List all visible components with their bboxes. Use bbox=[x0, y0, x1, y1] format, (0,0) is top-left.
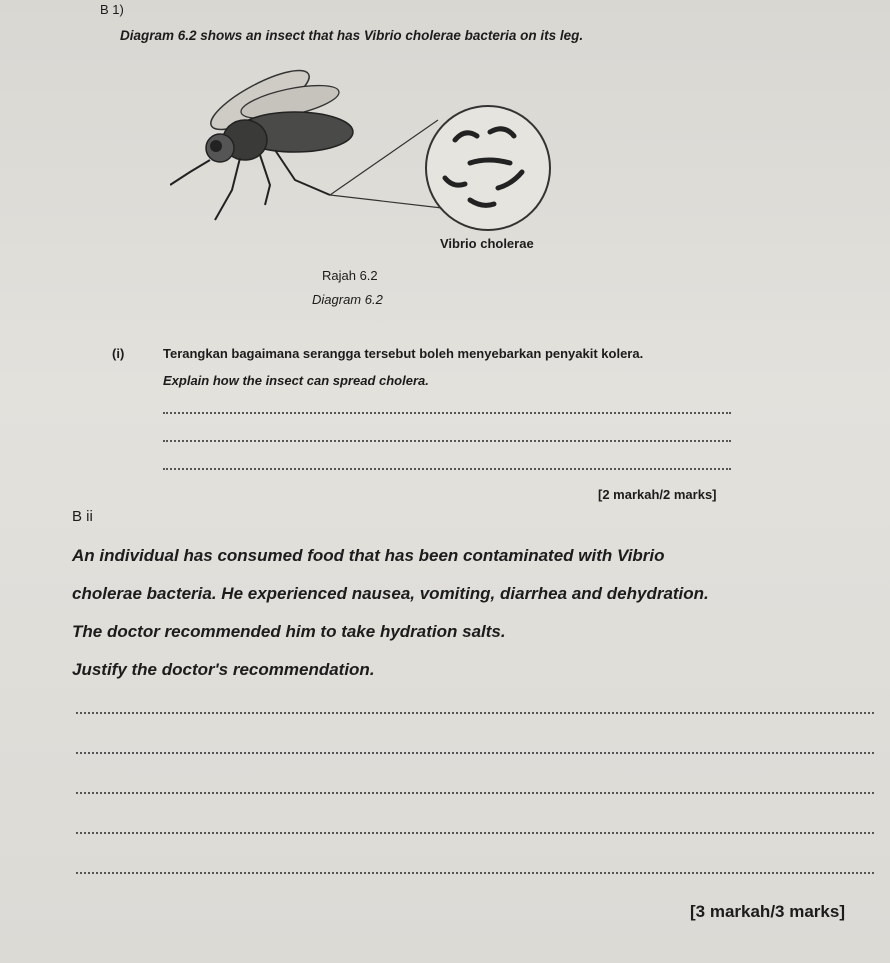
answer-line[interactable] bbox=[76, 832, 874, 834]
answer-line[interactable] bbox=[163, 440, 731, 442]
paragraph-line: cholerae bacteria. He experienced nausea, vomiting, diarrhea and dehydration. bbox=[72, 584, 709, 603]
question-english: Explain how the insect can spread cholera. bbox=[163, 373, 429, 388]
fly-leg bbox=[260, 155, 270, 205]
caption-malay: Rajah 6.2 bbox=[322, 268, 378, 283]
question-malay: Terangkan bagaimana serangga tersebut boleh menyebarkan penyakit kolera. bbox=[163, 346, 644, 361]
answer-line[interactable] bbox=[76, 712, 874, 714]
answer-line[interactable] bbox=[76, 872, 874, 874]
answer-line[interactable] bbox=[76, 792, 874, 794]
intro-text: Diagram 6.2 shows an insect that has Vibrio cholerae bacteria on its leg. bbox=[120, 28, 584, 43]
answer-line[interactable] bbox=[163, 412, 731, 414]
fly-leg-front bbox=[170, 160, 210, 185]
marks-label: [2 markah/2 marks] bbox=[598, 487, 717, 502]
marks-label: [3 markah/3 marks] bbox=[690, 902, 845, 921]
answer-line[interactable] bbox=[76, 752, 874, 754]
magnified-view bbox=[426, 106, 550, 230]
question-number: (i) bbox=[112, 346, 125, 361]
pointer-line-bottom bbox=[330, 195, 442, 208]
fly-eye bbox=[210, 140, 222, 152]
section-label: B 1) bbox=[100, 2, 124, 17]
section-label-b2: B ii bbox=[72, 508, 93, 525]
paragraph-line: The doctor recommended him to take hydration salts. bbox=[72, 622, 506, 641]
fly-leg-middle bbox=[215, 158, 240, 220]
answer-line[interactable] bbox=[163, 468, 731, 470]
question-prompt: Justify the doctor's recommendation. bbox=[72, 660, 375, 679]
bacteria-label: Vibrio cholerae bbox=[440, 236, 534, 251]
fly-diagram bbox=[170, 60, 560, 235]
fly-leg-rear bbox=[275, 150, 330, 195]
caption-english: Diagram 6.2 bbox=[312, 292, 383, 307]
paragraph-line: An individual has consumed food that has been contaminated with Vibrio bbox=[72, 546, 665, 565]
